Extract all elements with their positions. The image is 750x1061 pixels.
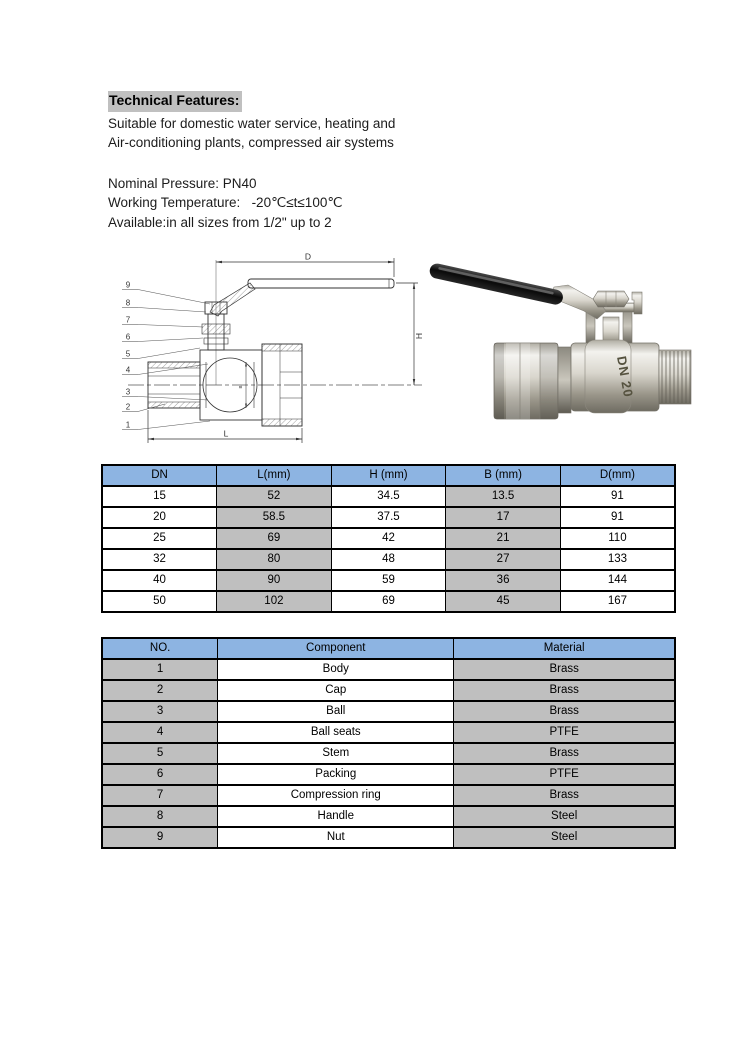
table-cell: PTFE	[454, 764, 675, 785]
table-cell: 7	[102, 785, 218, 806]
callout-numbers	[126, 281, 131, 430]
callout-6: 6	[125, 332, 131, 342]
callout-7: 7	[125, 315, 131, 325]
table-cell: Body	[218, 659, 454, 680]
table-cell: 91	[560, 507, 675, 528]
dim-label-h: H	[414, 332, 424, 340]
header-cell: NO.	[102, 638, 218, 659]
table-row	[102, 827, 675, 848]
table-cell: 167	[560, 591, 675, 612]
header-cell: DN	[102, 465, 217, 486]
table-row	[102, 528, 675, 549]
table-cell: 27	[446, 549, 561, 570]
table-cell: PTFE	[454, 722, 675, 743]
technical-features-section	[108, 91, 538, 232]
dim-label-l: L	[223, 428, 229, 439]
product-photo-figure	[420, 246, 700, 458]
table-cell: 8	[102, 806, 218, 827]
table-cell: 69	[331, 591, 446, 612]
table-cell: 52	[217, 486, 332, 507]
table-cell: 133	[560, 549, 675, 570]
table-cell: 36	[446, 570, 561, 591]
table-cell: 32	[102, 549, 217, 570]
callout-5: 5	[125, 349, 131, 359]
valve-body-center	[571, 340, 659, 413]
table-cell: Nut	[218, 827, 454, 848]
table-cell: Brass	[454, 701, 675, 722]
valve-collar	[558, 347, 571, 413]
table-row	[102, 722, 675, 743]
spec-nominal-pressure: Nominal Pressure: PN40	[108, 175, 257, 191]
dimensions-header-row	[102, 465, 675, 486]
table-cell: 21	[446, 528, 561, 549]
table-cell: 69	[217, 528, 332, 549]
spec-list	[108, 174, 538, 233]
table-cell: Steel	[454, 806, 675, 827]
table-cell: 37.5	[331, 507, 446, 528]
table-cell: 50	[102, 591, 217, 612]
section-title: Technical Features:	[108, 91, 242, 112]
header-cell: H (mm)	[331, 465, 446, 486]
dim-label-d: D	[304, 251, 312, 262]
callout-8: 8	[125, 298, 131, 308]
valve-body-left-hex	[494, 343, 558, 419]
table-cell: 90	[217, 570, 332, 591]
valve-handle	[428, 262, 564, 306]
components-table	[101, 637, 676, 849]
table-cell: Brass	[454, 785, 675, 806]
table-cell: 5	[102, 743, 218, 764]
table-cell: Brass	[454, 743, 675, 764]
table-cell: 9	[102, 827, 218, 848]
table-cell: 45	[446, 591, 561, 612]
callout-leaders	[122, 290, 210, 430]
header-cell: B (mm)	[446, 465, 561, 486]
table-cell: 110	[560, 528, 675, 549]
dn-stamp: DN 20	[614, 354, 637, 399]
table-cell: 144	[560, 570, 675, 591]
table-cell: 34.5	[331, 486, 446, 507]
dimensions-table	[101, 464, 676, 613]
table-cell: 25	[102, 528, 217, 549]
spec-available-sizes: Available:in all sizes from 1/2" up to 2	[108, 214, 332, 230]
table-row	[102, 764, 675, 785]
table-cell: Brass	[454, 659, 675, 680]
table-cell: Ball	[218, 701, 454, 722]
valve-cross-section	[148, 279, 394, 426]
technical-drawing-figure	[110, 250, 440, 450]
table-cell: 40	[102, 570, 217, 591]
table-cell: 17	[446, 507, 561, 528]
header-cell: D(mm)	[560, 465, 675, 486]
table-cell: 59	[331, 570, 446, 591]
table-row	[102, 785, 675, 806]
table-cell: Brass	[454, 680, 675, 701]
header-cell: Component	[218, 638, 454, 659]
table-cell: Stem	[218, 743, 454, 764]
stem-nut	[593, 291, 629, 307]
header-cell: Material	[454, 638, 675, 659]
description-line-2: Air-conditioning plants, compressed air systems	[108, 135, 394, 150]
table-cell: 42	[331, 528, 446, 549]
table-cell: 13.5	[446, 486, 561, 507]
table-cell: 6	[102, 764, 218, 785]
table-cell: Handle	[218, 806, 454, 827]
table-cell: 1	[102, 659, 218, 680]
callout-1: 1	[125, 420, 131, 430]
spec-working-temperature: Working Temperature: -20℃≤t≤100℃	[108, 195, 343, 210]
callout-3: 3	[125, 387, 131, 397]
header-cell: L(mm)	[217, 465, 332, 486]
table-cell: 2	[102, 680, 218, 701]
table-row	[102, 743, 675, 764]
table-cell: 15	[102, 486, 217, 507]
callout-2: 2	[125, 402, 131, 412]
table-cell: Ball seats	[218, 722, 454, 743]
table-row	[102, 549, 675, 570]
table-row	[102, 680, 675, 701]
table-row	[102, 806, 675, 827]
table-cell: 80	[217, 549, 332, 570]
components-header-row	[102, 638, 675, 659]
callout-9: 9	[125, 280, 131, 290]
table-row	[102, 570, 675, 591]
table-row	[102, 591, 675, 612]
table-row	[102, 701, 675, 722]
table-cell: Cap	[218, 680, 454, 701]
table-cell: 58.5	[217, 507, 332, 528]
table-cell: Compression ring	[218, 785, 454, 806]
table-cell: 20	[102, 507, 217, 528]
table-cell: Steel	[454, 827, 675, 848]
product-photo	[420, 246, 700, 458]
dim-label-bore: B	[238, 385, 243, 389]
table-row	[102, 659, 675, 680]
table-cell: 3	[102, 701, 218, 722]
table-cell: Packing	[218, 764, 454, 785]
valve-thread-male	[659, 350, 691, 404]
table-cell: 4	[102, 722, 218, 743]
table-row	[102, 507, 675, 528]
technical-drawing	[110, 250, 440, 450]
description-line-1: Suitable for domestic water service, heating and	[108, 115, 396, 131]
table-row	[102, 486, 675, 507]
table-cell: 91	[560, 486, 675, 507]
table-cell: 102	[217, 591, 332, 612]
callout-4: 4	[125, 365, 131, 375]
table-cell: 48	[331, 549, 446, 570]
